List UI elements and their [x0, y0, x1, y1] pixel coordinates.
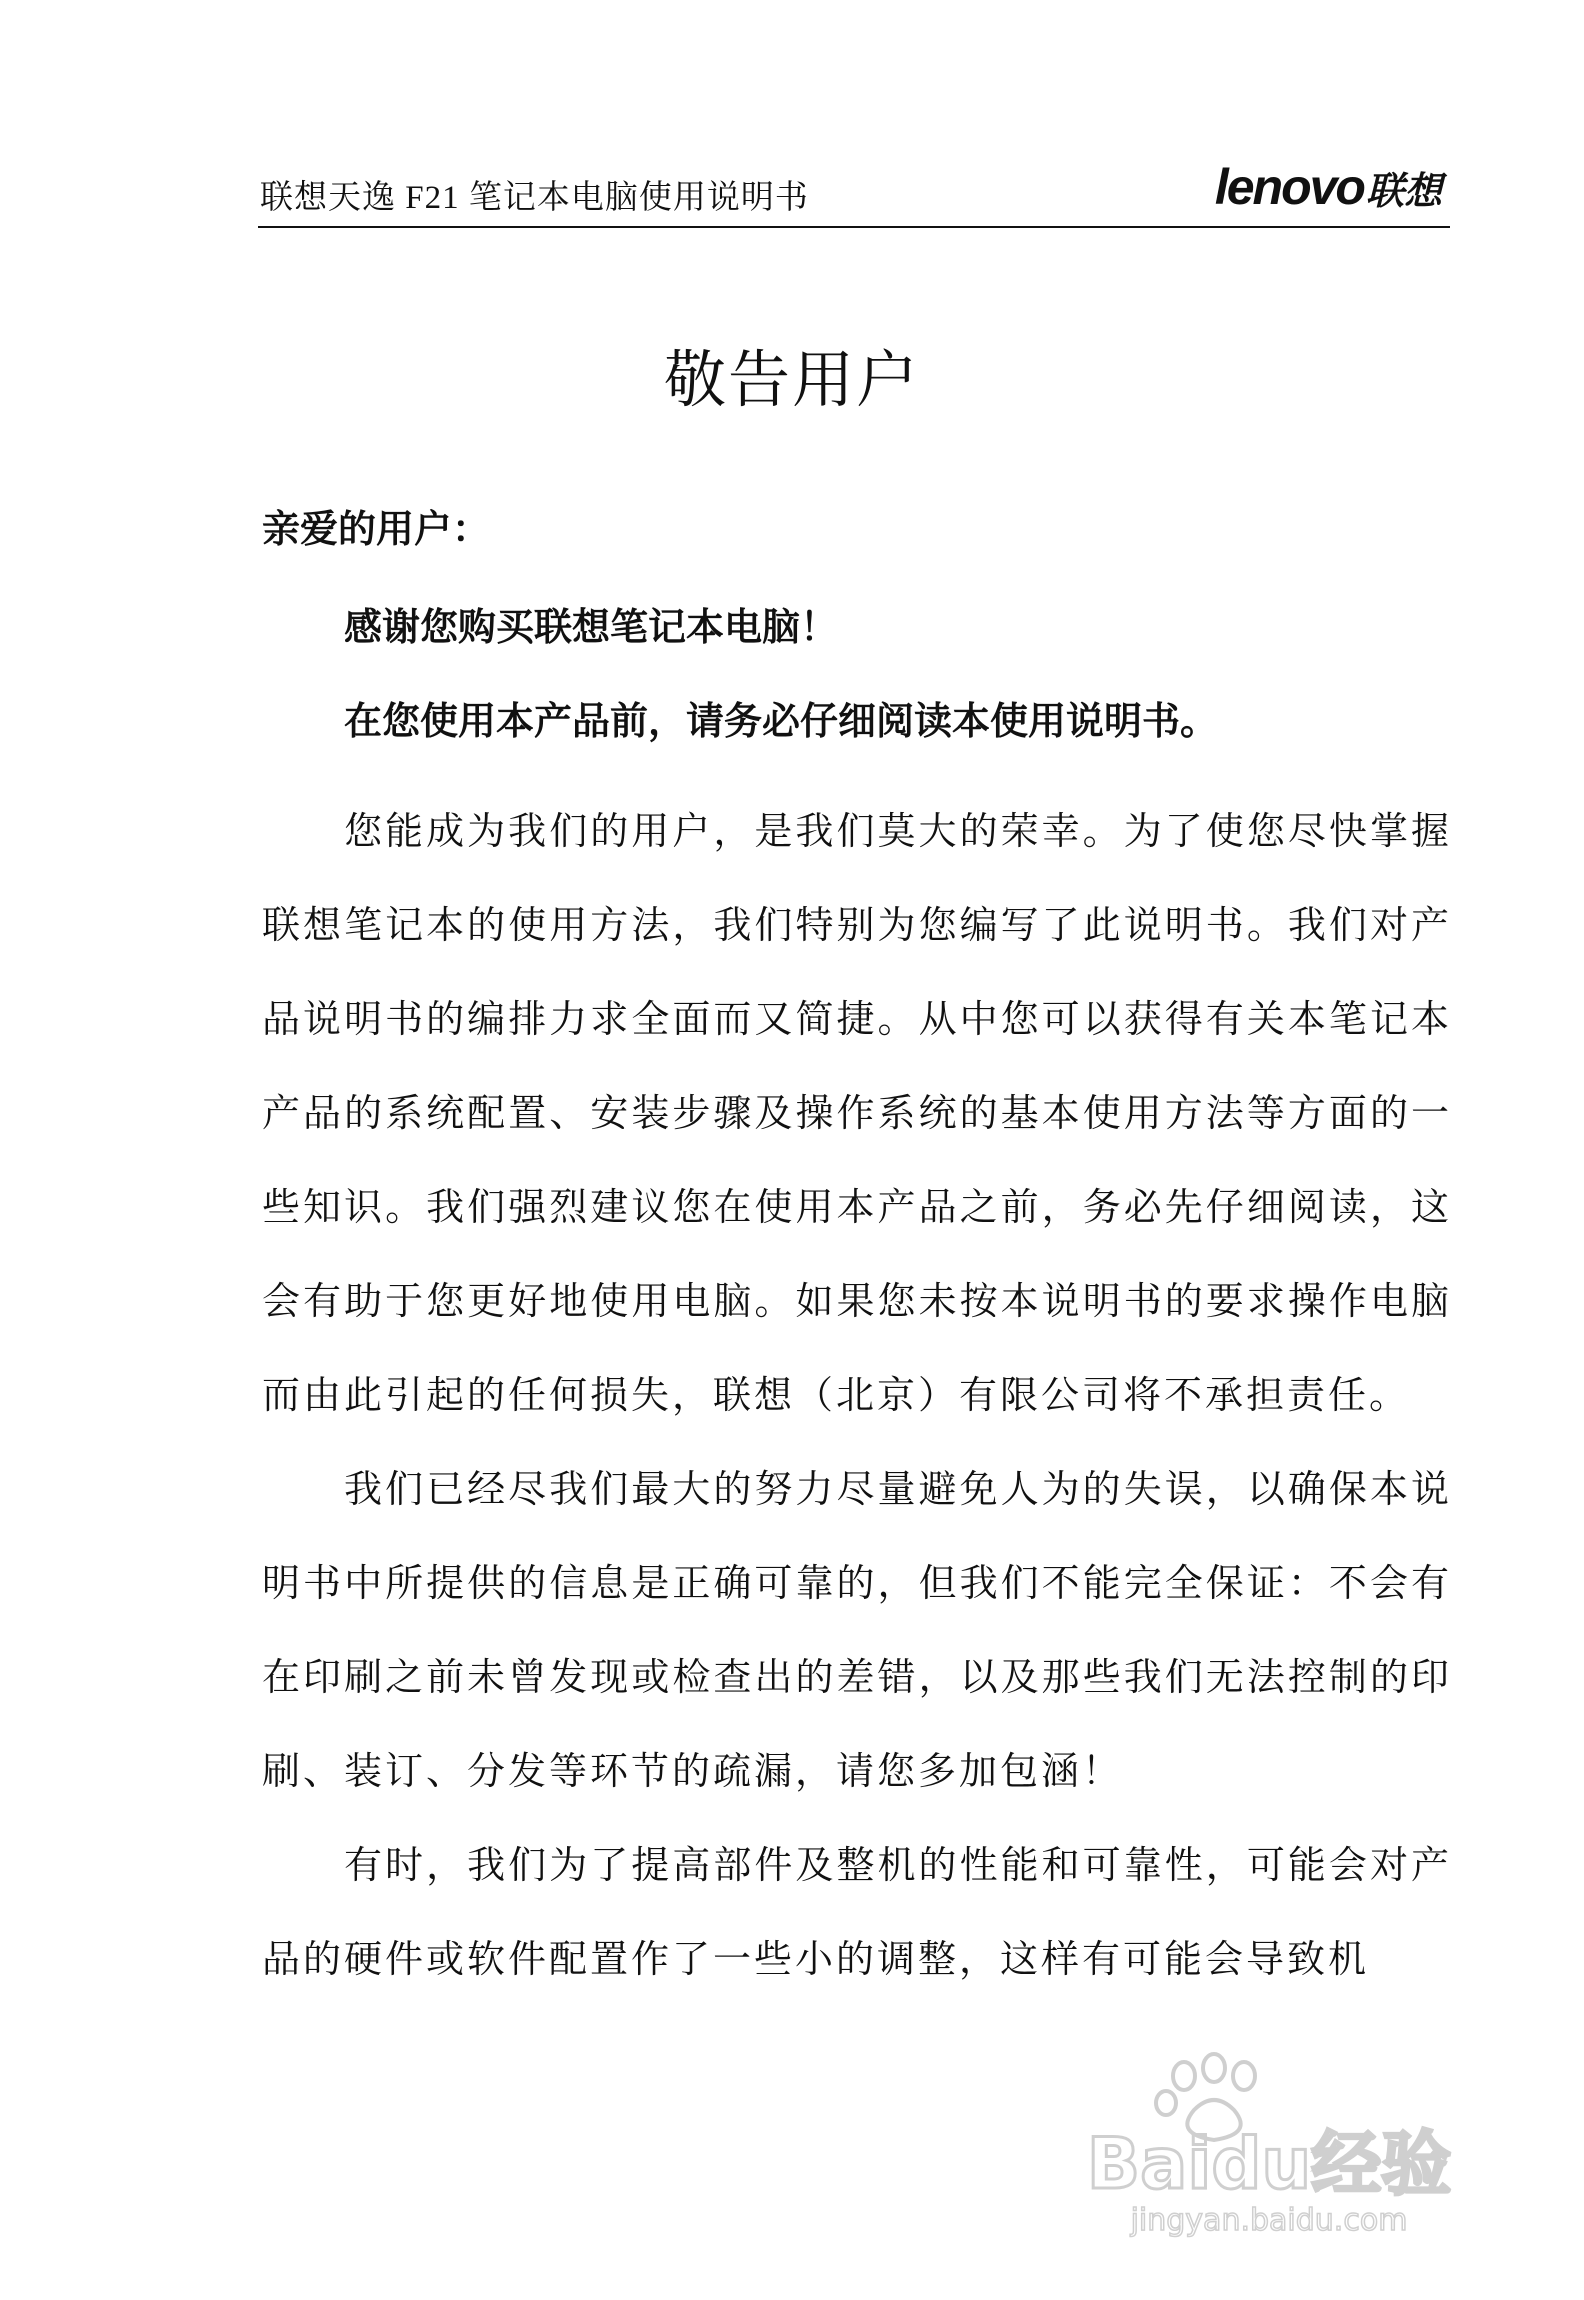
salutation: 亲爱的用户：	[262, 507, 491, 551]
lenovo-logo	[1215, 158, 1442, 216]
logo-latin-text: lenovo	[1214, 159, 1364, 215]
baidu-jingyan-watermark	[1054, 2048, 1484, 2238]
document-title: 敬告用户	[663, 343, 920, 416]
read-manual-line: 在您使用本产品前，请务必仔细阅读本使用说明书。	[344, 699, 1219, 743]
paragraph: 有时，我们为了提高部件及整机的性能和可靠性，可能会对产品的硬件或软件配置作了一些小的调整，这样有可能会导致机	[262, 1843, 1452, 1981]
header-title: 联想天逸 F21 笔记本电脑使用说明书	[260, 180, 809, 216]
page-header	[258, 150, 1450, 228]
paragraph: 您能成为我们的用户，是我们莫大的荣幸。为了使您尽快掌握联想笔记本的使用方法，我们特别为您编写了此说明书。我们对产品说明书的编排力求全面而又简捷。从中您可以获得有关本笔记本产品的系统配置、安装步骤及操作系统的基本使用方法等方面的一些知识。我们强烈建议您在使用本产品之前，务必先仔细阅读，这会有助于您更好地使用电脑。如果您未按本说明书的要求操作电脑而由此引起的任何损失，联想（北京）有限公司将不承担责任。	[262, 809, 1452, 1417]
paragraph: 我们已经尽我们最大的努力尽量避免人为的失误，以确保本说明书中所提供的信息是正确可靠的，但我们不能完全保证：不会有在印刷之前未曾发现或检查出的差错，以及那些我们无法控制的印刷、装订、分发等环节的疏漏，请您多加包涵！	[262, 1467, 1452, 1793]
document-body	[262, 498, 1452, 2006]
watermark-url: jingyan.baidu.com	[1130, 2203, 1408, 2238]
thanks-line: 感谢您购买联想笔记本电脑！	[344, 605, 839, 649]
logo-cjk-text: 联想	[1365, 169, 1442, 213]
watermark-brand: Baidu经验	[1086, 2123, 1452, 2205]
